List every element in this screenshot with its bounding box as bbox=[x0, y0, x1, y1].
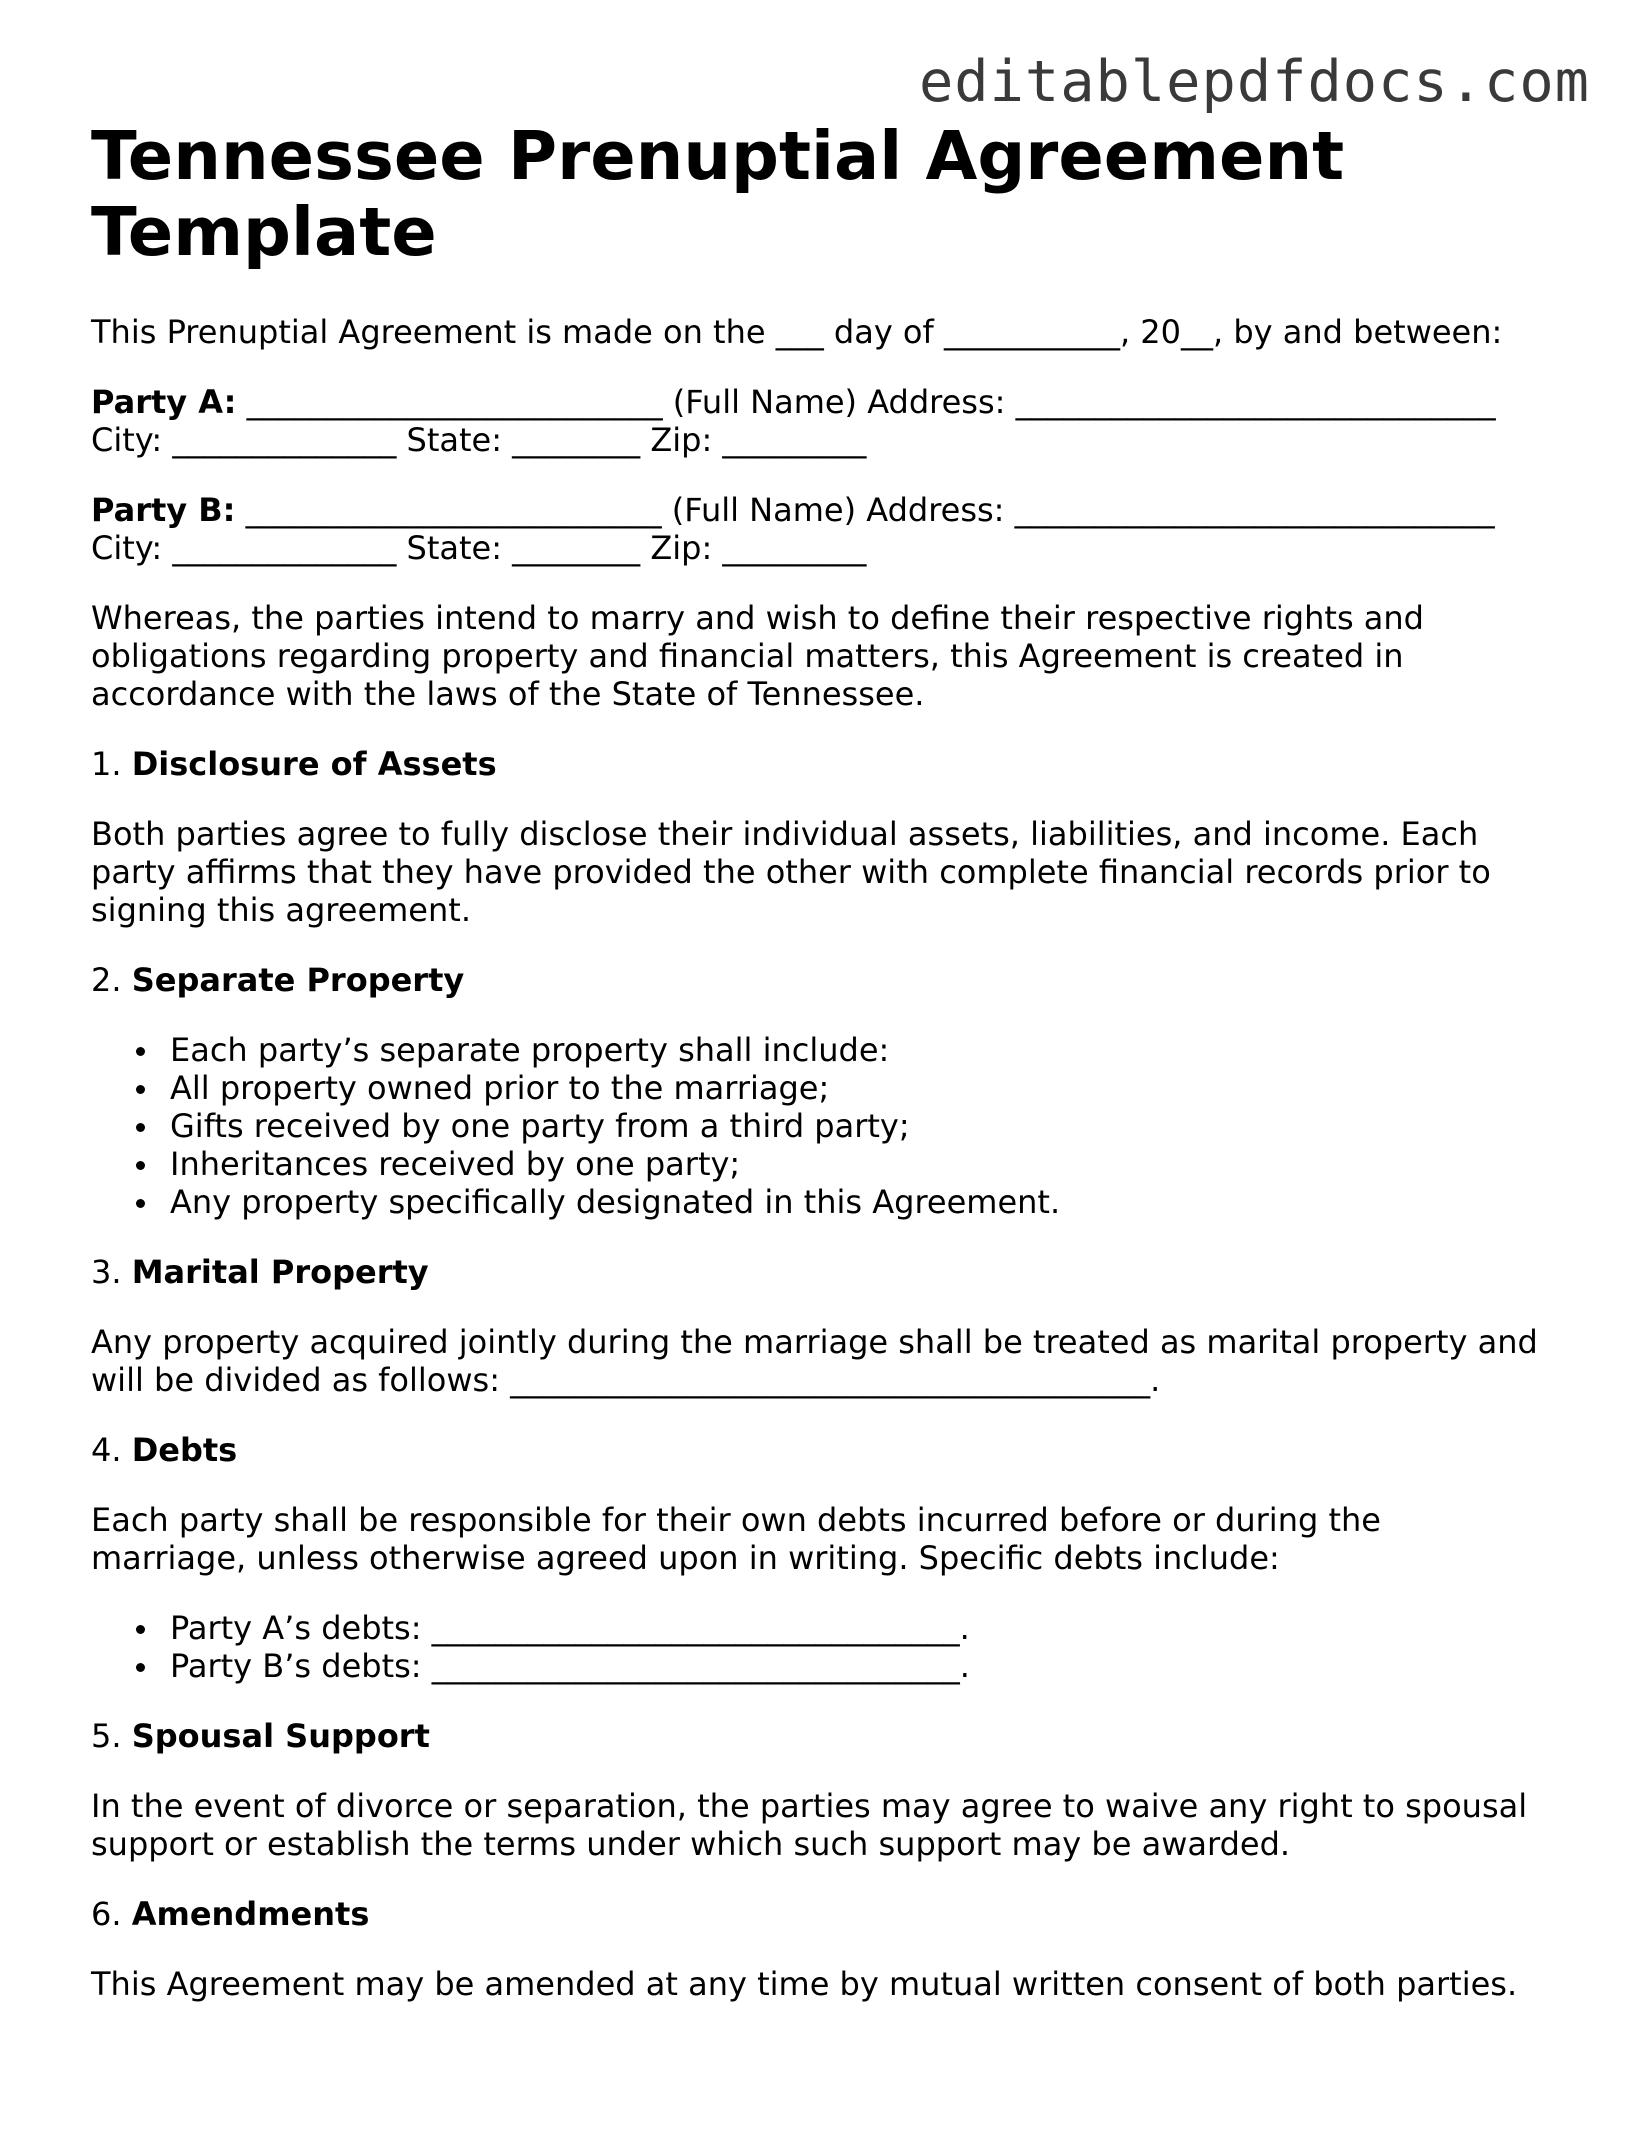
document-title: Tennessee Prenuptial Agreement Template bbox=[91, 117, 1345, 271]
party-a-line-2: City: ______________ State: ________ Zip: _________ bbox=[91, 421, 867, 459]
party-a-fields: __________________________ (Full Name) Address: ______________________________ bbox=[236, 383, 1496, 421]
section-number: 1. bbox=[91, 745, 132, 783]
paragraph-line: will be divided as follows: ________________________________________. bbox=[91, 1361, 1161, 1399]
section-title: Marital Property bbox=[131, 1253, 429, 1291]
section-body-amendments bbox=[91, 1965, 1571, 2003]
watermark: editablepdfdocs.com bbox=[918, 49, 1590, 115]
list-item: Inheritances received by one party; bbox=[91, 1145, 1491, 1183]
list-item: Each party’s separate property shall include: bbox=[91, 1031, 1491, 1069]
paragraph-line: In the event of divorce or separation, the parties may agree to waive any right to spousal bbox=[91, 1787, 1528, 1825]
paragraph-line: support or establish the terms under which such support may be awarded. bbox=[91, 1825, 1291, 1863]
section-body-debts bbox=[91, 1501, 1571, 1577]
section-heading-disclosure bbox=[91, 745, 1571, 783]
section-title: Spousal Support bbox=[131, 1717, 430, 1755]
section-body-spousal-support bbox=[91, 1787, 1571, 1863]
party-a-label: Party A: bbox=[91, 383, 237, 421]
paragraph-line: Both parties agree to fully disclose their individual assets, liabilities, and income. Each bbox=[91, 815, 1479, 853]
section-number: 6. bbox=[91, 1895, 132, 1933]
list-item: Gifts received by one party from a third party; bbox=[91, 1107, 1491, 1145]
whereas-line: obligations regarding property and financial matters, this Agreement is created in bbox=[91, 637, 1404, 675]
whereas-line: accordance with the laws of the State of Tennessee. bbox=[91, 675, 925, 713]
list-item: Any property specifically designated in this Agreement. bbox=[91, 1183, 1491, 1221]
section-body-disclosure bbox=[91, 815, 1571, 929]
section-title: Disclosure of Assets bbox=[131, 745, 497, 783]
intro-paragraph bbox=[91, 313, 1571, 351]
section-number: 5. bbox=[91, 1717, 132, 1755]
whereas-paragraph bbox=[91, 599, 1571, 713]
party-a-block bbox=[91, 383, 1571, 459]
section-heading-separate-property bbox=[91, 961, 1571, 999]
list-item: Party A’s debts: _________________________________. bbox=[91, 1609, 1491, 1647]
paragraph-line: Any property acquired jointly during the marriage shall be treated as marital property and bbox=[91, 1323, 1538, 1361]
paragraph-line: party affirms that they have provided the other with complete financial records prior to bbox=[91, 853, 1491, 891]
section-number: 4. bbox=[91, 1431, 132, 1469]
section-number: 2. bbox=[91, 961, 132, 999]
section-heading-spousal-support bbox=[91, 1717, 1571, 1755]
party-b-fields: __________________________ (Full Name) Address: ______________________________ bbox=[235, 491, 1495, 529]
section-body-marital-property bbox=[91, 1323, 1571, 1399]
party-a-line-1 bbox=[91, 383, 1571, 421]
section-title: Separate Property bbox=[131, 961, 465, 999]
intro-text: This Prenuptial Agreement is made on the ___ day of ___________, 20__, by and between: bbox=[91, 313, 1503, 351]
section-heading-debts bbox=[91, 1431, 1571, 1469]
paragraph-line: marriage, unless otherwise agreed upon in writing. Specific debts include: bbox=[91, 1539, 1280, 1577]
paragraph-line: Each party shall be responsible for their own debts incurred before or during the bbox=[91, 1501, 1381, 1539]
section-heading-marital-property bbox=[91, 1253, 1571, 1291]
list-item: Party B’s debts: _________________________________. bbox=[91, 1647, 1491, 1685]
party-b-line-1 bbox=[91, 491, 1571, 529]
debts-list bbox=[91, 1609, 1491, 1685]
section-title: Amendments bbox=[131, 1895, 370, 1933]
party-b-block bbox=[91, 491, 1571, 567]
whereas-line: Whereas, the parties intend to marry and wish to define their respective rights and bbox=[91, 599, 1424, 637]
party-b-line-2: City: ______________ State: ________ Zip: _________ bbox=[91, 529, 867, 567]
paragraph-line: signing this agreement. bbox=[91, 891, 471, 929]
section-title: Debts bbox=[131, 1431, 238, 1469]
section-heading-amendments bbox=[91, 1895, 1571, 1933]
section-number: 3. bbox=[91, 1253, 132, 1291]
separate-property-list bbox=[91, 1031, 1491, 1221]
list-item: All property owned prior to the marriage; bbox=[91, 1069, 1491, 1107]
party-b-label: Party B: bbox=[91, 491, 236, 529]
paragraph-line: This Agreement may be amended at any time by mutual written consent of both parties. bbox=[91, 1965, 1518, 2003]
